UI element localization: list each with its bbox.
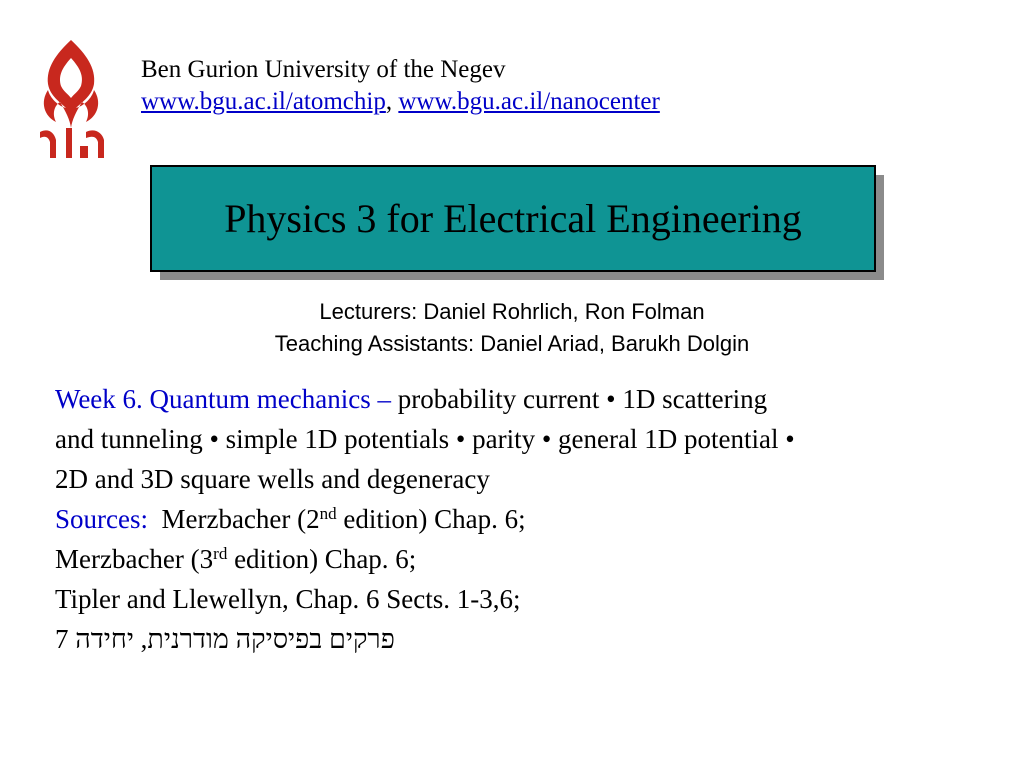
source-1-sup: nd bbox=[319, 504, 337, 523]
assistants-line: Teaching Assistants: Daniel Ariad, Barukh Dolgin bbox=[274, 331, 750, 356]
source-4-number: 7 bbox=[55, 624, 69, 654]
staff-block bbox=[0, 296, 1024, 360]
source-line-4 bbox=[55, 619, 1005, 659]
source-2-text: Merzbacher (3 bbox=[55, 544, 214, 574]
source-line-2 bbox=[55, 539, 1005, 579]
source-2-post: edition) Chap. 6; bbox=[227, 544, 417, 574]
title-box bbox=[150, 165, 876, 272]
week-heading: Week 6. Quantum mechanics – bbox=[55, 384, 398, 414]
week-line-3: 2D and 3D square wells and degeneracy bbox=[55, 464, 490, 494]
source-4-hebrew: פרקים בפיסיקה מודרנית, יחידה bbox=[75, 624, 395, 654]
slide-title: Physics 3 for Electrical Engineering bbox=[224, 196, 802, 241]
slide-body bbox=[55, 379, 1005, 659]
source-1-post: edition) Chap. 6; bbox=[336, 504, 526, 534]
bgu-logo-icon bbox=[26, 36, 116, 160]
university-header bbox=[141, 54, 660, 118]
source-2-sup: rd bbox=[213, 544, 228, 563]
lecturers-line: Lecturers: Daniel Rohrlich, Ron Folman bbox=[319, 299, 705, 324]
university-name: Ben Gurion University of the Negev bbox=[141, 56, 506, 83]
link-separator: , bbox=[385, 88, 393, 115]
atomchip-link[interactable]: www.bgu.ac.il/atomchip bbox=[141, 88, 386, 115]
website-links bbox=[141, 86, 660, 118]
nanocenter-link[interactable]: www.bgu.ac.il/nanocenter bbox=[398, 88, 660, 115]
week-topics-1: probability current • 1D scattering bbox=[397, 384, 768, 414]
source-line-3: Tipler and Llewellyn, Chap. 6 Sects. 1-3,6; bbox=[55, 584, 521, 614]
week-line-2: and tunneling • simple 1D potentials • parity • general 1D potential • bbox=[55, 424, 795, 454]
source-line-1 bbox=[55, 499, 1005, 539]
week-line-1 bbox=[55, 379, 1005, 419]
source-1-text: Merzbacher (2 bbox=[161, 504, 320, 534]
sources-label: Sources: bbox=[55, 504, 148, 534]
